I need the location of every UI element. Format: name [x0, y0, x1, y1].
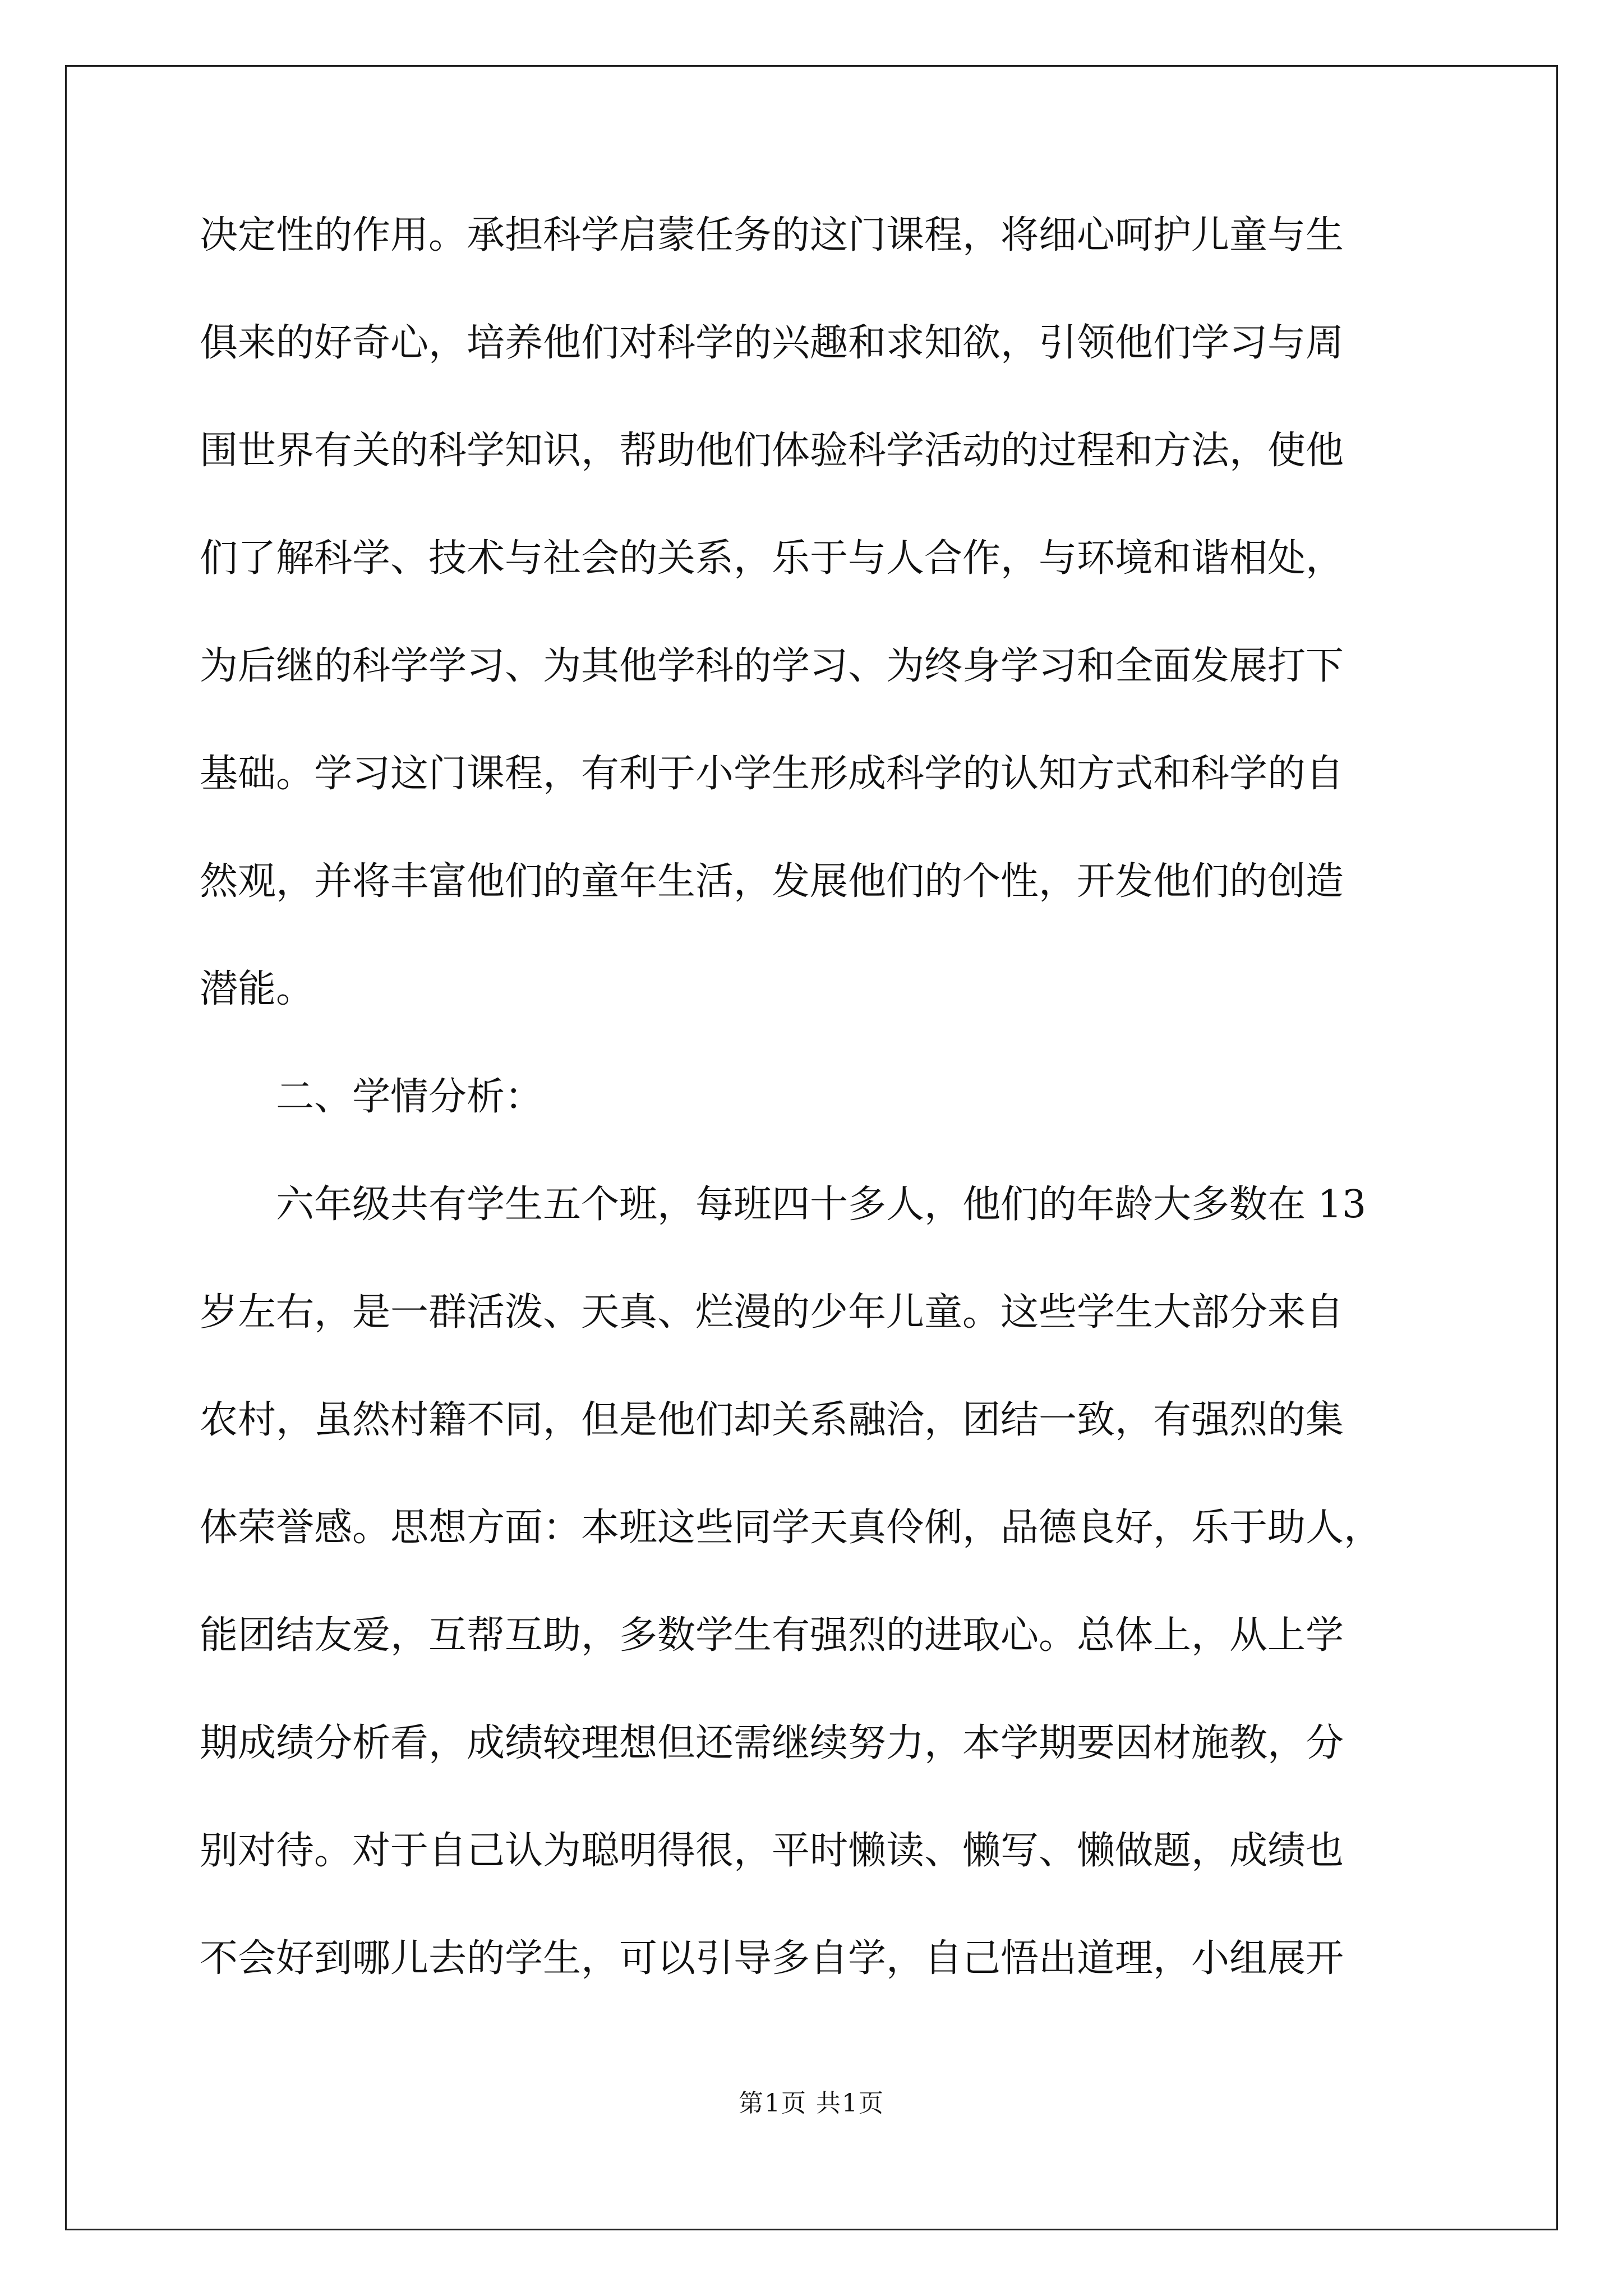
paragraph-line: 体荣誉感。思想方面：本班这些同学天真伶俐，品德良好，乐于助人，	[200, 1506, 1382, 1550]
paragraph-line: 俱来的好奇心，培养他们对科学的兴趣和求知欲，引领他们学习与周	[200, 321, 1344, 365]
paragraph-line: 期成绩分析看，成绩较理想但还需继续努力，本学期要因材施教，分	[200, 1721, 1344, 1765]
paragraph-line: 岁左右，是一群活泼、天真、烂漫的少年儿童。这些学生大部分来自	[200, 1290, 1344, 1335]
paragraph-line: 为后继的科学学习、为其他学科的学习、为终身学习和全面发展打下	[200, 644, 1344, 688]
paragraph-line: 们了解科学、技术与社会的关系，乐于与人合作，与环境和谐相处，	[200, 536, 1344, 581]
page-border	[65, 65, 1558, 2230]
paragraph-line: 然观，并将丰富他们的童年生活，发展他们的个性，开发他们的创造	[200, 859, 1344, 904]
page-footer: 第1页 共1页	[739, 2089, 884, 2118]
paragraph-line: 不会好到哪儿去的学生，可以引导多自学，自己悟出道理，小组展开	[200, 1936, 1344, 1981]
paragraph-line: 基础。学习这门课程，有利于小学生形成科学的认知方式和科学的自	[200, 752, 1344, 796]
paragraph-line: 潜能。	[200, 967, 315, 1011]
paragraph-line: 农村，虽然村籍不同，但是他们却关系融洽，团结一致，有强烈的集	[200, 1398, 1344, 1442]
paragraph-line: 别对待。对于自己认为聪明得很，平时懒读、懒写、懒做题，成绩也	[200, 1829, 1344, 1873]
section-heading: 二、学情分析：	[276, 1075, 543, 1119]
paragraph-line: 决定性的作用。承担科学启蒙任务的这门课程，将细心呵护儿童与生	[200, 213, 1344, 257]
paragraph-line: 围世界有关的科学知识，帮助他们体验科学活动的过程和方法，使他	[200, 429, 1344, 473]
paragraph-line: 六年级共有学生五个班，每班四十多人，他们的年龄大多数在 13	[276, 1182, 1367, 1227]
paragraph-line: 能团结友爱，互帮互助，多数学生有强烈的进取心。总体上，从上学	[200, 1613, 1344, 1658]
